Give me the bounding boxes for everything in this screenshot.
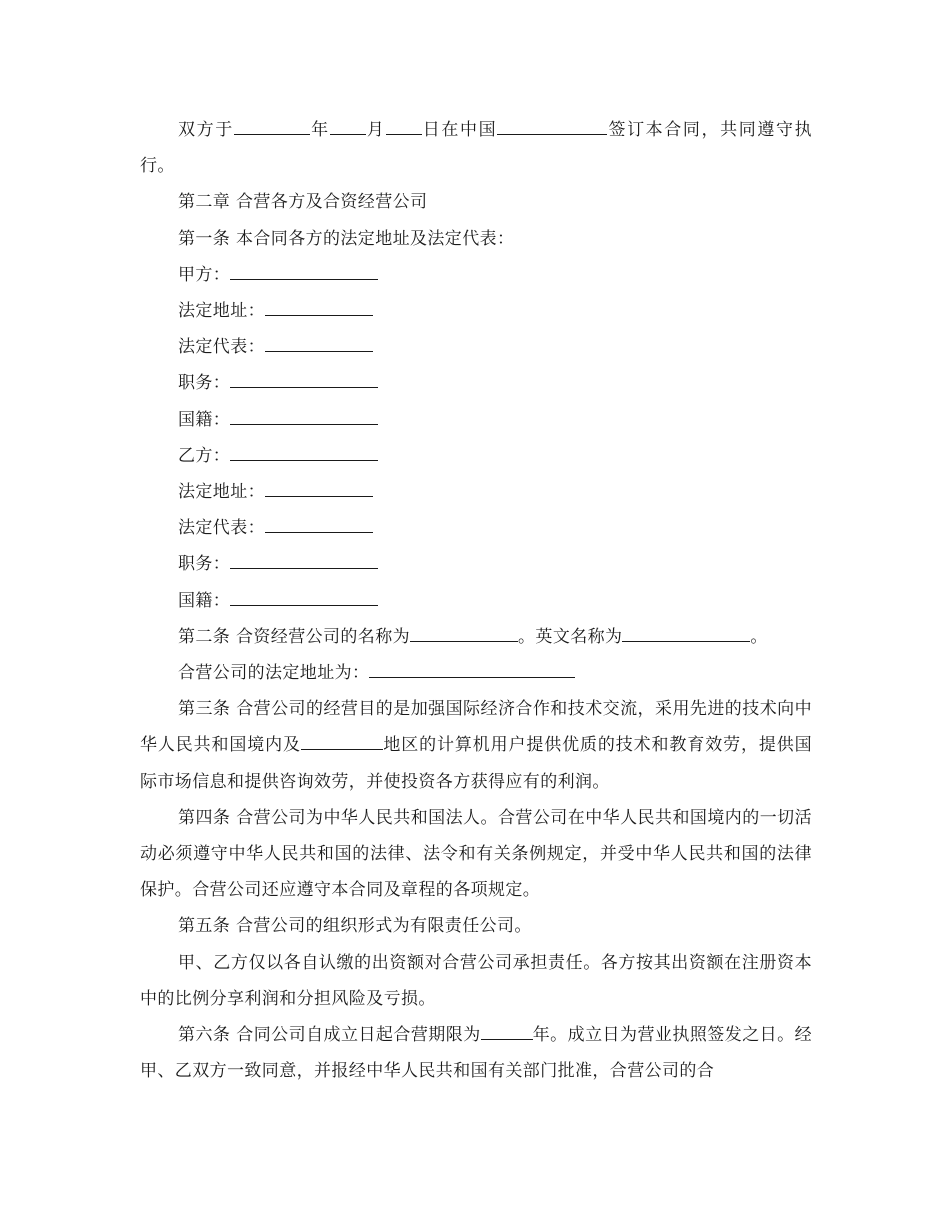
blank-line xyxy=(369,659,575,678)
text-segment: 第三条 合营公司的经营目的是加强国际经济合作和技术交流，采用先进的技术向中华人民共和国境内及 xyxy=(140,699,812,756)
article-1-heading: 第一条 本合同各方的法定地址及法定代表： xyxy=(178,228,515,249)
text-segment: 合营公司的法定地址为： xyxy=(178,663,370,684)
field-label: 职务： xyxy=(178,554,231,575)
party-a-address xyxy=(140,293,812,329)
party-b-rep xyxy=(140,510,812,546)
text-segment: 年。成立日为营业执照签发之日。经甲、乙双方一致同意，并报经中华人民共和国有关部门批准，合营公司的合 xyxy=(140,1025,812,1082)
party-b-name xyxy=(140,438,812,474)
article-5: 第五条 合营公司的组织形式为有限责任公司。 xyxy=(178,916,532,937)
text-segment: 签订本合同，共同遵守执行。 xyxy=(140,120,813,177)
blank-line xyxy=(265,514,373,533)
blank-line xyxy=(410,623,518,642)
text-segment: 地区的计算机用户提供优质的技术和教育效劳，提供国际市场信息和提供咨询效劳，并使投资各方获得应有的利润。 xyxy=(140,735,812,792)
field-label: 甲方： xyxy=(178,264,231,285)
article-3 xyxy=(140,691,812,800)
blank-line xyxy=(234,116,310,135)
text-segment: 年 xyxy=(309,120,330,140)
article-6 xyxy=(140,1017,812,1089)
field-label: 职务： xyxy=(178,373,231,394)
field-label: 国籍： xyxy=(178,590,231,611)
blank-line xyxy=(301,732,383,751)
text-segment: 第六条 合同公司自成立日起合营期限为 xyxy=(178,1025,481,1046)
text-segment: 第二条 合资经营公司的名称为 xyxy=(178,626,411,647)
field-label: 法定地址： xyxy=(178,301,265,322)
field-label: 法定代表： xyxy=(178,337,265,358)
text-segment: 月 xyxy=(365,120,386,140)
blank-line xyxy=(230,551,378,570)
text-segment: 。英文名称为 xyxy=(518,626,623,647)
party-a-nationality xyxy=(140,402,812,438)
party-b-address xyxy=(140,474,812,510)
blank-line xyxy=(230,370,378,389)
party-a-name xyxy=(140,257,812,293)
blank-line xyxy=(330,116,366,135)
text-segment: 双方于 xyxy=(178,120,234,140)
blank-line xyxy=(230,442,378,461)
blank-line xyxy=(230,406,378,425)
blank-line xyxy=(497,116,607,135)
blank-line xyxy=(622,623,750,642)
field-label: 乙方： xyxy=(178,445,231,466)
article-4: 第四条 合营公司为中华人民共和国法人。合营公司在中华人民共和国境内的一切活动必须遵守中华人民共和国的法律、法令和有关条例规定，并受中华人民共和国的法律保护。合营公司还应遵守本合同及章程的各项规定。 xyxy=(140,807,812,901)
liability-paragraph: 甲、乙方仅以各自认缴的出资额对合营公司承担责任。各方按其出资额在注册资本中的比例分享利润和分担风险及亏损。 xyxy=(140,952,812,1009)
blank-line xyxy=(230,261,378,280)
field-label: 国籍： xyxy=(178,409,231,430)
blank-line xyxy=(386,116,422,135)
blank-line xyxy=(265,478,373,497)
party-b-position xyxy=(140,546,812,582)
text-segment: 。 xyxy=(750,626,768,647)
company-address-line xyxy=(140,655,812,691)
field-label: 法定代表： xyxy=(178,518,265,539)
chapter-heading: 第二章 合营各方及合资经营公司 xyxy=(178,192,428,213)
blank-line xyxy=(230,587,378,606)
document-page xyxy=(140,112,812,1089)
field-label: 法定地址： xyxy=(178,482,265,503)
article-2 xyxy=(140,619,812,655)
blank-line xyxy=(265,297,373,316)
blank-line xyxy=(265,333,373,352)
signing-paragraph xyxy=(140,112,812,184)
party-a-position xyxy=(140,365,812,401)
text-segment: 日在中国 xyxy=(421,120,498,140)
blank-line xyxy=(481,1021,533,1040)
party-a-rep xyxy=(140,329,812,365)
party-b-nationality xyxy=(140,583,812,619)
